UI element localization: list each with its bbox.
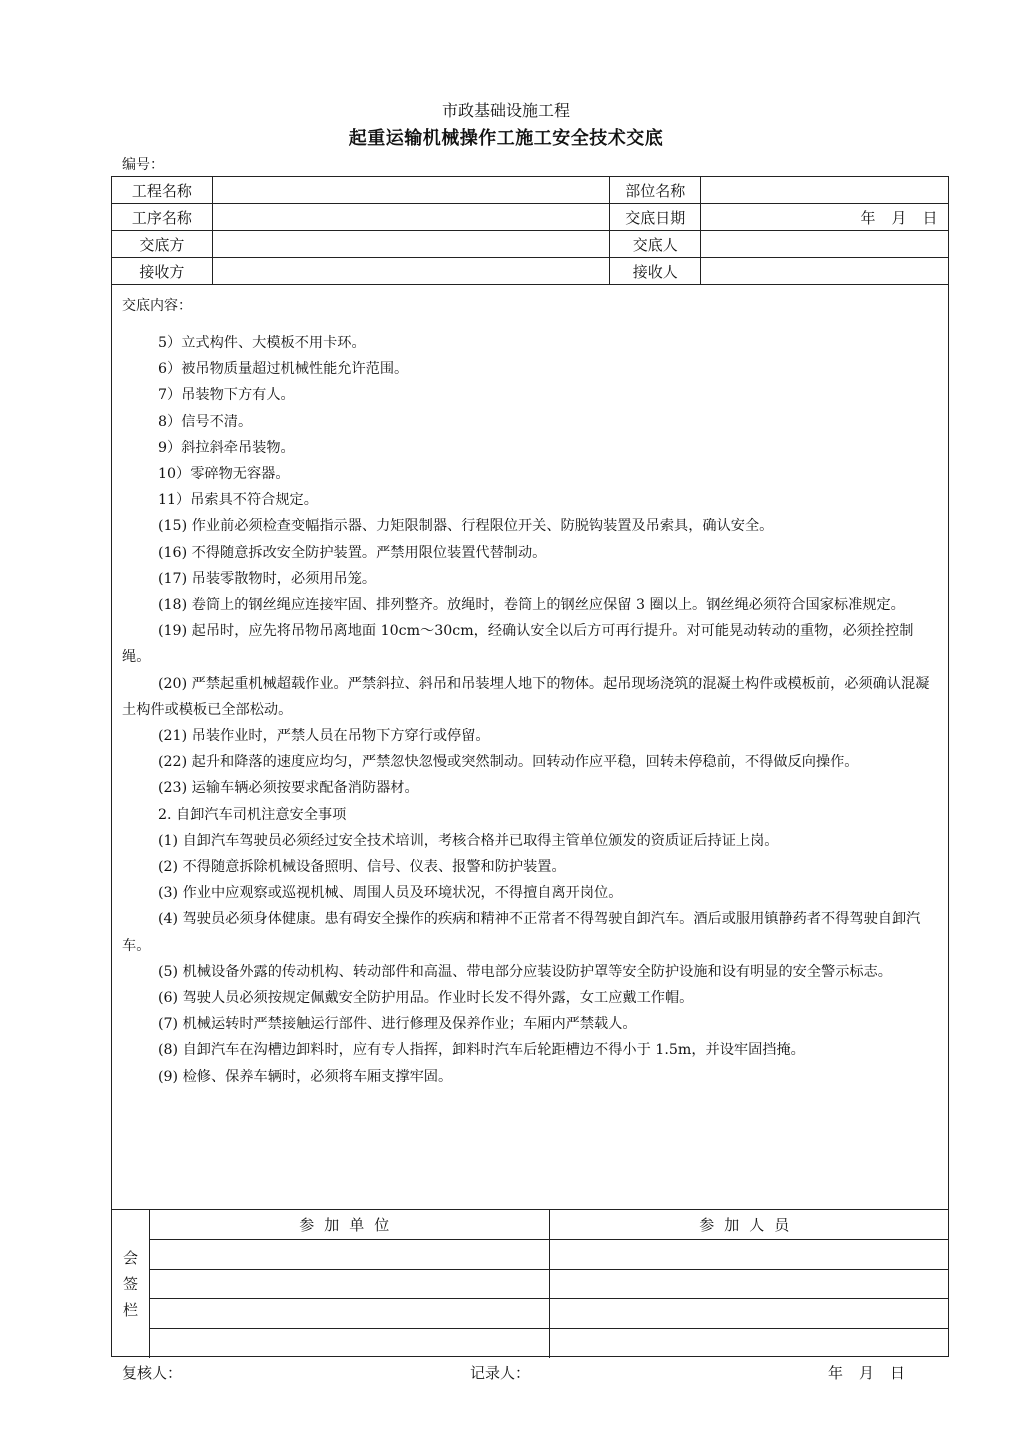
content-paragraph: (6) 驾驶人员必须按规定佩戴安全防护用品。作业时长发不得外露，女工应戴工作帽。 (158, 990, 694, 1007)
receiver-party-label: 接收方 (112, 258, 213, 285)
participating-unit-field[interactable] (150, 1299, 549, 1329)
participating-people-field[interactable] (549, 1269, 949, 1299)
content-paragraph: 11）吊索具不符合规定。 (158, 492, 318, 509)
document-subtitle: 市政基础设施工程 (441, 101, 570, 120)
content-paragraph: (17) 吊装零散物时，必须用吊笼。 (158, 570, 377, 587)
content-paragraph: (23) 运输车辆必须按要求配备消防器材。 (158, 780, 419, 797)
content-paragraph: 8）信号不清。 (158, 413, 253, 430)
disclosure-date-field[interactable]: 年 月 日 (701, 204, 949, 231)
participating-people-field[interactable] (549, 1328, 949, 1358)
process-name-label: 工序名称 (112, 204, 213, 231)
content-paragraph: (22) 起升和降落的速度应均匀，严禁忽快忽慢或突然制动。回转动作应平稳，回转未停稳前，不得做反向操作。 (158, 754, 859, 771)
info-table (111, 176, 949, 285)
project-name-label: 工程名称 (112, 177, 213, 204)
discloser-person-label: 交底人 (610, 231, 701, 258)
sign-side-char: 栏 (123, 1301, 139, 1319)
content-paragraph: (20) 严禁起重机械超载作业。严禁斜拉、斜吊和吊装埋人地下的物体。起吊现场浇筑的混凝土构件或模板前，必须确认混凝土构件或模板已全部松动。 (122, 675, 930, 718)
participating-unit-field[interactable] (150, 1328, 549, 1358)
position-name-label: 部位名称 (610, 177, 701, 204)
info-row (112, 258, 949, 285)
discloser-party-field[interactable] (212, 231, 609, 258)
sign-row (150, 1328, 949, 1358)
content-paragraph: 10）零碎物无容器。 (158, 466, 290, 483)
content-paragraph: (8) 自卸汽车在沟槽边卸料时，应有专人指挥，卸料时汽车后轮距槽边不得小于 1.5m，并设牢固挡掩。 (158, 1042, 805, 1059)
content-paragraph: (2) 不得随意拆除机械设备照明、信号、仪表、报警和防护装置。 (158, 859, 566, 876)
content-paragraph: (4) 驾驶员必须身体健康。患有碍安全操作的疾病和精神不正常者不得驾驶自卸汽车。酒后或服用镇静药者不得驾驶自卸汽车。 (122, 911, 921, 954)
sign-header-row (150, 1210, 949, 1240)
process-name-field[interactable] (212, 204, 609, 231)
reviewer-label: 复核人： (122, 1364, 183, 1382)
content-paragraph: 9）斜拉斜牵吊装物。 (158, 439, 295, 456)
footer-date: 年 月 日 (828, 1364, 906, 1382)
info-row (112, 231, 949, 258)
participating-unit-field[interactable] (150, 1269, 549, 1299)
serial-number-label: 编号： (122, 157, 164, 173)
content-paragraph: (3) 作业中应观察或巡视机械、周围人员及环境状况，不得擅自离开岗位。 (158, 885, 623, 902)
disclosure-date-label: 交底日期 (610, 204, 701, 231)
content-paragraph: (21) 吊装作业时，严禁人员在吊物下方穿行或停留。 (158, 728, 490, 745)
sign-row (150, 1299, 949, 1329)
sign-row (150, 1269, 949, 1299)
document-title: 起重运输机械操作工施工安全技术交底 (348, 128, 664, 149)
sign-row (150, 1240, 949, 1270)
receiver-party-field[interactable] (212, 258, 609, 285)
content-paragraph: 5）立式构件、大模板不用卡环。 (158, 335, 366, 351)
discloser-person-field[interactable] (701, 231, 949, 258)
content-paragraph: (15) 作业前必须检查变幅指示器、力矩限制器、行程限位开关、防脱钩装置及吊索具，确认安全。 (158, 518, 774, 535)
project-name-field[interactable] (212, 177, 609, 204)
participating-unit-header: 参加单位 (150, 1210, 549, 1240)
content-paragraph: (16) 不得随意拆改安全防护装置。严禁用限位装置代替制动。 (158, 544, 547, 561)
position-name-field[interactable] (701, 177, 949, 204)
content-paragraph: 7）吊装物下方有人。 (158, 387, 295, 404)
participating-people-field[interactable] (549, 1299, 949, 1329)
recorder-label: 记录人： (470, 1364, 531, 1382)
participating-unit-field[interactable] (150, 1240, 549, 1270)
content-label: 交底内容： (122, 298, 192, 314)
receiver-person-label: 接收人 (610, 258, 701, 285)
discloser-party-label: 交底方 (112, 231, 213, 258)
receiver-person-field[interactable] (701, 258, 949, 285)
participating-people-header: 参加人员 (549, 1210, 949, 1240)
content-paragraph: (1) 自卸汽车驾驶员必须经过安全技术培训，考核合格并已取得主管单位颁发的资质证后持证上岗。 (158, 832, 779, 849)
sign-side-label (111, 1210, 150, 1358)
content-body (122, 330, 940, 1090)
content-paragraph: (7) 机械运转时严禁接触运行部件、进行修理及保养作业；车厢内严禁载人。 (158, 1016, 637, 1033)
sign-table (150, 1210, 949, 1358)
info-row (112, 204, 949, 231)
content-paragraph: (5) 机械设备外露的传动机构、转动部件和高温、带电部分应装设防护罩等安全防护设施和设有明显的安全警示标志。 (158, 963, 892, 980)
info-row (112, 177, 949, 204)
content-paragraph: 6）被吊物质量超过机械性能允许范围。 (158, 361, 409, 378)
sign-section (111, 1209, 949, 1358)
participating-people-field[interactable] (549, 1240, 949, 1270)
content-paragraph: (9) 检修、保养车辆时，必须将车厢支撑牢固。 (158, 1068, 453, 1085)
content-paragraph: (18) 卷筒上的钢丝绳应连接牢固、排列整齐。放绳时，卷筒上的钢丝应保留 3 圈以上。钢丝绳必须符合国家标准规定。 (158, 597, 905, 614)
content-paragraph: (19) 起吊时，应先将吊物吊离地面 10cm～30cm，经确认安全以后方可再行提升。对可能晃动转动的重物，必须拴控制绳。 (122, 623, 914, 666)
content-paragraph: 2. 自卸汽车司机注意安全事项 (158, 806, 347, 823)
sign-side-char: 会 (123, 1249, 139, 1267)
sign-side-char: 签 (123, 1275, 139, 1293)
